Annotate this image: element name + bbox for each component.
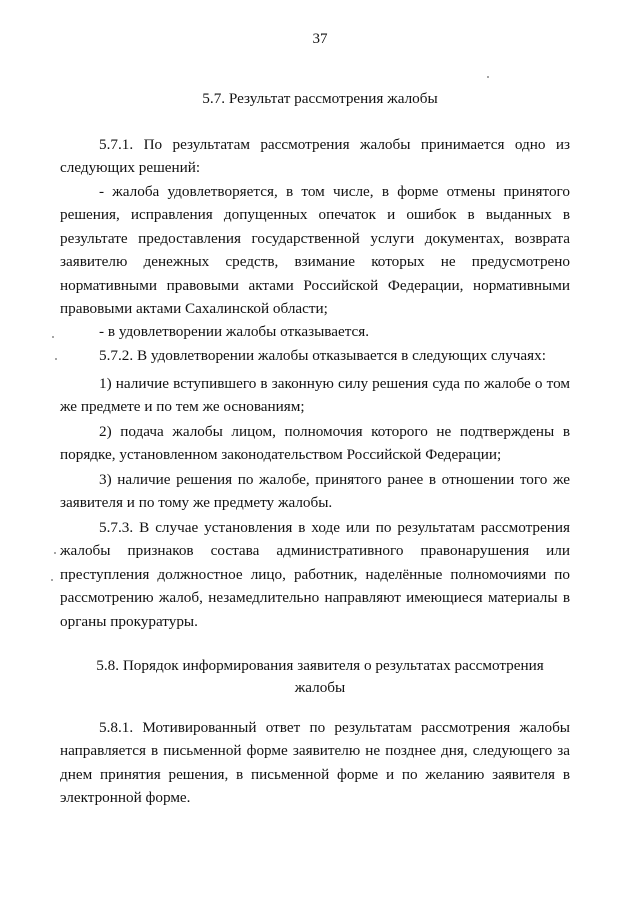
section-heading-5-7: 5.7. Результат рассмотрения жалобы: [202, 90, 438, 107]
section-heading-5-8-line2: жалобы: [294, 679, 346, 696]
paragraph-5-8-1: 5.8.1. Мотивированный ответ по результатам рассмотрения жалобы направляется в письменной форме заявителю не позднее дня, следующего за днем принятия решения, в письменной форме и по желанию заявителя в электронной форме.: [60, 719, 570, 807]
scan-speck: [51, 579, 53, 581]
refusal-case-3: 3) наличие решения по жалобе, принятого ранее в отношении того же заявителя и по тому же предмету жалобы.: [60, 471, 570, 512]
paragraph-5-7-2: 5.7.2. В удовлетворении жалобы отказывается в следующих случаях:: [99, 347, 546, 364]
section-heading-5-8: [60, 655, 580, 699]
refusal-case-1: 1) наличие вступившего в законную силу решения суда по жалобе о том же предмете и по тем же основаниям;: [60, 375, 570, 416]
paragraph-5-7-1: 5.7.1. По результатам рассмотрения жалобы принимается одно из следующих решений:: [60, 136, 570, 177]
refusal-case-2: 2) подача жалобы лицом, полномочия которого не подтверждены в порядке, установленном законодательством Российской Федерации;: [60, 423, 570, 464]
paragraph-5-7-3: 5.7.3. В случае установления в ходе или по результатам рассмотрения жалобы признаков состава административного правонарушения или преступления должностное лицо, работник, наделённые полномочиями по рассмотрению жалоб, незамедлительно направляют имеющиеся материалы в органы прокуратуры.: [60, 519, 570, 630]
list-item-complaint-satisfied: - жалоба удовлетворяется, в том числе, в форме отмены принятого решения, исправления допущенных опечаток и ошибок в выданных в результате предоставления государственной услуги документах, возврата заявителю денежных средств, взимание которых не предусмотрено нормативными правовыми актами Российской Федерации, нормативными правовыми актами Сахалинской области;: [60, 183, 570, 318]
scan-speck: [54, 552, 56, 554]
scan-speck: [55, 358, 57, 360]
scan-speck: [487, 76, 489, 78]
list-item-complaint-refused: - в удовлетворении жалобы отказывается.: [99, 323, 370, 340]
section-heading-5-8-line1: 5.8. Порядок информирования заявителя о результатах рассмотрения: [96, 657, 544, 674]
scan-speck: [52, 336, 54, 338]
page-number: 37: [312, 31, 328, 47]
